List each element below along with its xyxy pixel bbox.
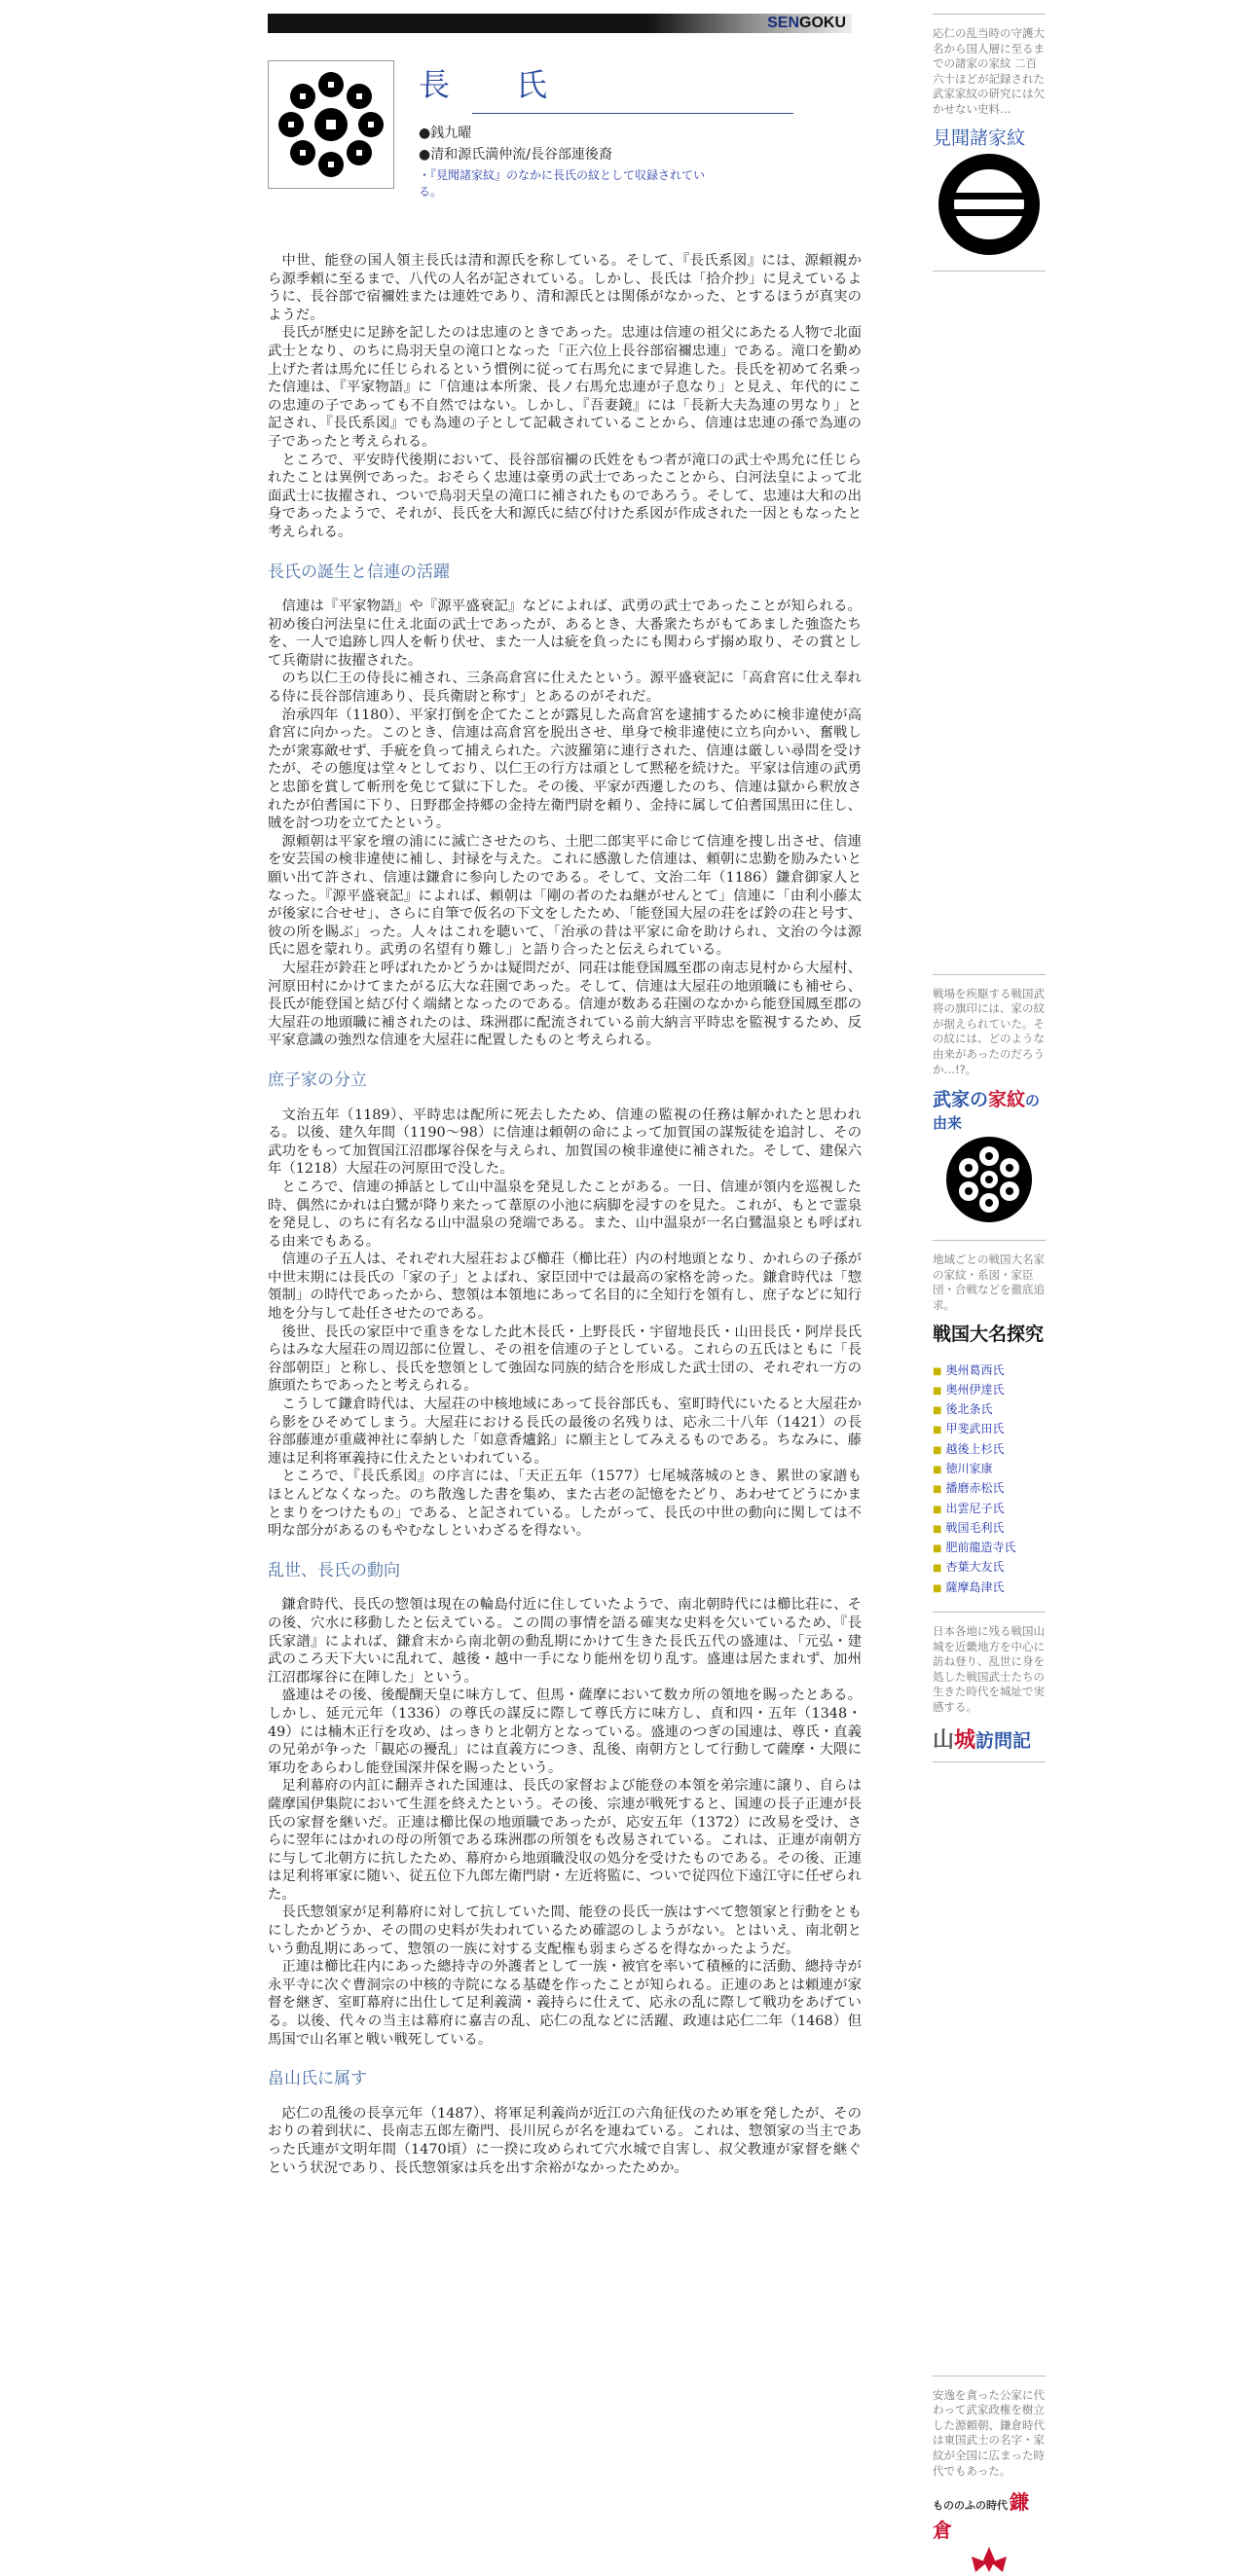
daimyo-link-label: 越後上杉氏 [945, 1441, 1005, 1456]
bullet-icon: ■ [933, 1425, 942, 1436]
sidebar-block-daimyo [933, 1241, 1046, 1598]
title-divider [472, 113, 793, 114]
clan-lineage: ●清和源氏満仲流/長谷部連後裔 [419, 147, 612, 163]
sidebar [933, 14, 1046, 2576]
sidebar-divider [933, 271, 1046, 272]
section-heading: 乱世、長氏の動向 [268, 1560, 400, 1580]
article-paragraph: ところで、『長氏系図』の序言には、「天正五年（1577）七尾城落城のとき、累世の家譜もほとんどなくなった。のち散逸した書を集め、また古老の記憶をたどり、あわせてどうにかまとまりをつけたもの」である、と記されている。したがって、長氏の中世の動向に関しては不明な部分があるのもやむなしといわざるを得ない。 [268, 1469, 862, 1540]
sidebar-block-kamakura[interactable] [933, 2376, 1046, 2576]
sidebar-title-part-2: 城 [954, 1727, 976, 1753]
daimyo-link[interactable] [933, 1519, 1046, 1539]
daimyo-link-label: 薩摩島津氏 [945, 1579, 1005, 1594]
daimyo-link-label: 出雲尼子氏 [945, 1501, 1005, 1515]
daimyo-link-label: 杏葉大友氏 [945, 1560, 1005, 1575]
daimyo-link-label: 奥州伊達氏 [945, 1382, 1005, 1397]
sidebar-description: 日本各地に残る戦国山城を近畿地方を中心に訪ね登り、乱世に身を処した戦国武士たちの生きた時代を城址で実感する。 [933, 1624, 1045, 1715]
sidebar-title[interactable] [933, 1723, 1046, 1754]
bullet-icon: ■ [933, 1365, 942, 1377]
sidebar-title-part-2: 家紋 [988, 1089, 1026, 1111]
daimyo-link-label: 戦国毛利氏 [945, 1520, 1005, 1535]
daimyo-link[interactable] [933, 1558, 1046, 1578]
article-paragraph: 鎌倉時代、長氏の惣領は現在の輪島付近に住していたようで、南北朝時代には櫛比荘に、その後、穴水に移動したと伝えている。この間の事情を語る確実な史料を欠いているため、『長氏家譜』によれば、鎌倉末から南北朝の動乱期にかけて生きた長氏五代の盛連は、「元弘・建武のころ天下大いに乱れて、越後・越中一手になり能州を切り乱す。盛連は居たまれず、加州江沼郡塚谷に在陣した」という。 [268, 1597, 862, 1686]
sidebar-block-kamon-origin[interactable] [933, 975, 1046, 1231]
article-paragraph: 正連は櫛比荘内にあった總持寺の外護者として一族・被官を率いて積極的に活動、總持寺が永平寺に次ぐ曹洞宗の中核的寺院になる基礎を作ったことが知られる。正連のあとは頼連が家督を継ぎ、室町幕府に出仕して足利義満・義持らに仕えて、応永の乱に際して戦功をあげている。以後、代々の当主は幕府に嘉吉の乱、応仁の乱などに活躍、政連は応仁二年（1468）但馬国で山名軍と戦い戦死している。 [268, 1959, 862, 2048]
article-paragraph: 信連は『平家物語』や『源平盛衰記』などによれば、武勇の武士であったことが知られる。初め後白河法皇に仕え北面の武士であったが、あるとき、大番衆たちがもてあました強盗たちを、一人で追跡し四人を斬り伏せ、また一人は疵を負ったにも関わらず搦め取り、その賞として兵衛尉に抜擢された。 [268, 599, 862, 669]
sasarindo-crest-icon [933, 2543, 1046, 2572]
bullet-icon: ■ [933, 1405, 942, 1417]
article-paragraph: 中世、能登の国人領主長氏は清和源氏を称している。そして、『長氏系図』には、源頼親から源季頼に至るまで、八代の人名が記されている。しかし、長氏は「拾介抄」に見えているように、長谷部で宿禰姓または連姓であり、清和源氏とは関係がなかった、とするほうが真実のようだ。 [268, 253, 862, 323]
crest-name: ●銭九曜 [419, 126, 472, 141]
daimyo-link[interactable] [933, 1578, 1046, 1598]
daimyo-link[interactable] [933, 1460, 1046, 1479]
section-heading: 長氏の誕生と信連の活躍 [268, 562, 450, 582]
section-heading: 庶子家の分立 [268, 1070, 367, 1090]
daimyo-link-label: 奥州葛西氏 [945, 1362, 1005, 1377]
article-paragraph: ところで、信連の挿話として山中温泉を発見したことがある。一日、信連が領内を巡視した時、偶然にかれは白鷺が降り来たって葦原の小池に病脚を浸すのを見た。これが、もとで霊泉を発見し、のちに有名なる山中温泉の発端である。また、山中温泉が一名白鷺温泉とも呼ばれる由来でもある。 [268, 1179, 862, 1250]
daimyo-link[interactable] [933, 1440, 1046, 1460]
sidebar-title-part-2: 鎌倉 [933, 2490, 1029, 2543]
article-paragraph: こうして鎌倉時代は、大屋荘の中核地域にあって長谷部氏も、室町時代にいたると大屋荘から影をひそめてしまう。大屋荘における長氏の最後の名残りは、応永二十八年（1421）の長谷部藤連が重蔵神社に奉納した「如意香爐銘」に願主としてみえるものである。ちなみに、藤連は足利将軍義持に仕えたといわれている。 [268, 1397, 862, 1467]
sidebar-title[interactable]: 戦国大名探究 [933, 1323, 1045, 1345]
sidebar-description: 安逸を貪った公家に代わって武家政権を樹立した源頼朝、鎌倉時代は東国武士の名字・家紋が全国に広まった時代でもあった。 [933, 2387, 1045, 2478]
crest-note[interactable]: ・『見聞諸家紋』のなかに長氏の紋として収録されている。 [419, 168, 706, 199]
daimyo-link[interactable] [933, 1500, 1046, 1519]
daimyo-link-list [933, 1361, 1046, 1599]
bullet-icon: ■ [933, 1385, 942, 1397]
site-logo[interactable] [767, 15, 846, 32]
article-paragraph: 信連の子五人は、それぞれ大屋荘および櫛荘（櫛比荘）内の村地頭となり、かれらの子孫が中世末期には長氏の「家の子」とよばれ、家臣団中では最高の家格を誇った。鎌倉時代は「惣領制」の時代であったから、惣領は本領地にあって名目的に全知行を領有し、庶子などに知行地を分与して赴任させたのである。 [268, 1252, 862, 1323]
daimyo-link[interactable] [933, 1420, 1046, 1439]
daimyo-link[interactable] [933, 1400, 1046, 1420]
daimyo-link[interactable] [933, 1479, 1046, 1499]
daimyo-link-label: 播磨赤松氏 [945, 1481, 1005, 1496]
daimyo-link[interactable] [933, 1361, 1046, 1381]
clan-info [419, 123, 612, 165]
site-banner [268, 14, 852, 33]
main-column [268, 14, 871, 2177]
article-paragraph: 大屋荘が鈴荘と呼ばれたかどうかは疑問だが、同荘は能登国鳳至郡の南志見村から大屋村、河原田村にかけてまたがる広大な荘園であった。そして、信連は大屋荘の地頭職にも補せら、長氏が能登国と結び付く端緒となったのである。信連が数ある荘園のなかから能登国鳳至郡の大屋荘の地頭職に補されたのは、珠洲郡に配流されている前大納言平時忠を監視するため、反平家意識の強烈な信連を大屋荘に配置したものと考えられる。 [268, 960, 862, 1049]
daimyo-link-label: 甲斐武田氏 [945, 1422, 1005, 1436]
bullet-icon: ■ [933, 1464, 942, 1475]
sidebar-title[interactable] [933, 2486, 1046, 2543]
article-paragraph: 源頼朝は平家を壇の浦にに滅亡させたのち、土肥二郎実平に命じて信連を捜し出させ、信連を安芸国の検非違使に補し、封禄を与えた。これに感激した信連は、頼朝に忠勤を励みたいと願い出て許され、信連は鎌倉に参向したのである。そして、文治二年（1186）鎌倉御家人となった。『源平盛衰記』によれば、頼朝は「剛の者のたね継がせんとて」信連に「由利小藤太が後家に合せせ」、さらに自筆で仮名の下文をしたため、「能登国大屋の荘をば鈴の荘と号す、彼の所を賜ぶ」った。人々はこれを聴いて、「治承の昔は平家に命を助けられ、文治の今は源氏に恩を蒙れり。武勇の名望有り難し」と語り合ったと伝えられている。 [268, 833, 862, 959]
page-title: 長 氏 [419, 66, 566, 103]
sidebar-title[interactable] [933, 1085, 1046, 1133]
sidebar-divider [933, 1761, 1046, 1762]
sidebar-title-part-3: の由来 [933, 1092, 1041, 1133]
article-paragraph: 長氏が歴史に足跡を記したのは忠連のときであった。忠連は信連の祖父にあたる人物で北面武士となり、のちに鳥羽天皇の滝口となった「正六位上長谷部宿禰忠連」である。滝口を勤め上げた者は馬允に任じられるという慣例に従って右馬允にまで昇進した。長氏を初めて名乗った信連は、『平家物語』に「信連は本所衆、長ノ右馬允忠連が子息なり」と見え、年代的にこの忠連の子であっても不自然ではない。しかし、『吾妻鏡』には「長新大夫為連の男なり」と記され、『長氏系図』でも為連の子として記載されていることから、信連は忠連の孫で為連の子であったと考えられる。 [268, 325, 862, 450]
article-paragraph: のち以仁王の侍長に補され、三条高倉宮に仕えたという。源平盛衰記に「高倉宮に仕え奉れる侍に長谷部信連あり、長兵衛尉と称す」とあるのがそれだ。 [268, 671, 862, 706]
bullet-icon: ■ [933, 1543, 942, 1555]
article-paragraph: 治承四年（1180）、平家打倒を企てたことが露見した高倉宮を逮捕するために検非違使が高倉宮に向かった。このとき、信連は高倉宮を脱出させ、単身で検非違使に立ち向かい、奮戦したが衆寡敵せず、手疵を負って捕えられた。六波羅第に連行された、信連は厳しい尋問を受けたが、その態度は堂々としており、以仁王の行方は頑として黙秘を続けた。平家は信連の武勇と忠節を賞して斬刑を免じて獄に下した。その後、平家が西遷したのち、信連は獄から釈放されたが伯耆国に下り、日野郡金持郷の金持左衛門尉を頼り、金持に属して伯耆国黒田に住し、賊を討つ功を立てたという。 [268, 707, 862, 832]
kikko-crest-icon [933, 1133, 1046, 1226]
site-logo-part-1: SEN [767, 15, 799, 31]
bullet-icon: ■ [933, 1444, 942, 1456]
sidebar-title-part-1: 武家の [933, 1089, 989, 1111]
kenmon-crest-icon [933, 150, 1046, 259]
article-paragraph: 盛連はその後、後醍醐天皇に味方して、但馬・薩摩において数カ所の領地を賜ったとある。しかし、延元元年（1336）の尊氏の謀反に際して尊氏方に味方し、貞和四・五年（1348・49）には楠木正行を攻め、はっきりと北朝方となっている。盛連のつぎの国連は、尊氏・直義の兄弟が争った「観応の擾乱」には直義方につき、乱後、南朝方として行動して薩摩・大隈に軍功をあらわし能登国深井保を賜ったという。 [268, 1687, 862, 1776]
sidebar-title[interactable]: 見聞諸家紋 [933, 127, 1026, 149]
bullet-icon: ■ [933, 1523, 942, 1535]
article-paragraph: 足利幕府の内訌に翻弄された国連は、長氏の家督および能登の本領を弟宗連に譲り、自らは薩摩国伊集院において生涯を終えたという。その後、宗連が戦死すると、国連の長子正連が長氏の家督を継いだ。正連は櫛比保の地頭職であったが、応安五年（1372）に改易を受け、さらに翌年にはかれの母の所領である珠洲郡の所領をも改易されている。これは、正連が南朝方に与して北朝方に抗したため、幕府から地頭職没収の処分を受けたものである。その後、正連は足利将軍家に随い、従五位下九郎左衛門尉・左近将監に、ついで従四位下遠江守に任ぜられた。 [268, 1778, 862, 1903]
bullet-icon: ■ [933, 1582, 942, 1594]
bullet-icon: ■ [933, 1504, 942, 1515]
daimyo-link-label: 徳川家康 [945, 1461, 993, 1475]
kuyo-crest-icon [269, 61, 393, 188]
article-paragraph: 後世、長氏の家臣中で重きをなした此木長氏・上野長氏・宇留地長氏・山田長氏・阿岸長氏らはみな大屋荘の周辺部に位置し、その祖を信連の子としている。これらの五氏はともに「長谷部朝臣」と称し、長氏を惣領として強固な同族的結合を形成した武士団の、それぞれ一方の旗頭たちであったと考えられる。 [268, 1324, 862, 1395]
daimyo-link-label: 後北条氏 [945, 1402, 993, 1417]
sidebar-block-yamajiro[interactable] [933, 1613, 1046, 1754]
sidebar-title-part-1: 山 [933, 1727, 955, 1753]
bullet-icon: ■ [933, 1484, 942, 1496]
sidebar-block-kenmon[interactable] [933, 15, 1046, 263]
bullet-icon: ■ [933, 1563, 942, 1575]
clan-crest-frame [268, 60, 394, 189]
section-heading: 畠山氏に属す [268, 2069, 367, 2089]
article-paragraph: ところで、平安時代後期において、長谷部宿禰の氏姓をもつ者が滝口の武士や馬允に任じられたことは異例であった。おそらく忠連は豪勇の武士であったことから、白河法皇によって北面武士に抜擢され、ついで鳥羽天皇の滝口に補されたものであろう。そして、忠連は大和の出身であったようで、それが、長氏を大和源氏に結び付けた系図が作成された一因ともなったと考えられる。 [268, 452, 862, 540]
sidebar-title-part-3: 訪問記 [975, 1729, 1032, 1752]
article-paragraph: 長氏惣領家が足利幕府に対して抗していた間、能登の長氏一族はすべて惣領家と行動をともにしたかどうか、その間の史料が失われているため確認のしようがない。とはいえ、南北朝という動乱期にあって、惣領の一族に対する支配権も弱まらざるを得なかったようだ。 [268, 1905, 862, 1957]
article-body [268, 252, 862, 2177]
daimyo-link-label: 肥前龍造寺氏 [945, 1541, 1016, 1555]
site-logo-part-2: GOKU [799, 15, 846, 31]
article-paragraph: 応仁の乱後の長享元年（1487）、将軍足利義尚が近江の六角征伐のため軍を発したが、そのおりの着到状に、長南志五郎左衛門、長川尻らが名を連ねている。これは、惣領家の当主であった氏連が文明年間（1470頃）に一揆に攻められて穴水城で自害し、叔父教連が家督を継ぐという状況であり、長氏惣領家は兵を出す余裕がなかったためか。 [268, 2105, 862, 2176]
article-paragraph: 文治五年（1189）、平時忠は配所に死去したため、信連の監視の任務は解かれたと思われる。以後、建久年間（1190～98）に信連は頼朝の命によって加賀国の謀叛徒を追討し、その武功をもって加賀国江沼郡塚谷保を与えられ、加賀国の検非違使に補された。そして、建保六年（1218）大屋荘の河原田で没した。 [268, 1107, 862, 1178]
sidebar-description: 地域ごとの戦国大名家の家紋・系図・家臣団・合戦などを徹底追求。 [933, 1252, 1045, 1312]
clan-header [268, 60, 871, 221]
daimyo-link[interactable] [933, 1381, 1046, 1400]
daimyo-link[interactable] [933, 1539, 1046, 1558]
sidebar-title-part-1: もののふの時代 [933, 2499, 1008, 2513]
sidebar-description: 応仁の乱当時の守護大名から国人層に至るまでの諸家の家紋 二百六十ほどが記録された武家家紋の研究には欠かせない史料… [933, 26, 1045, 116]
sidebar-description: 戦場を疾駆する戦国武将の旗印には、家の紋が据えられていた。その紋には、どのような由来があったのだろうか…!?。 [933, 986, 1045, 1076]
